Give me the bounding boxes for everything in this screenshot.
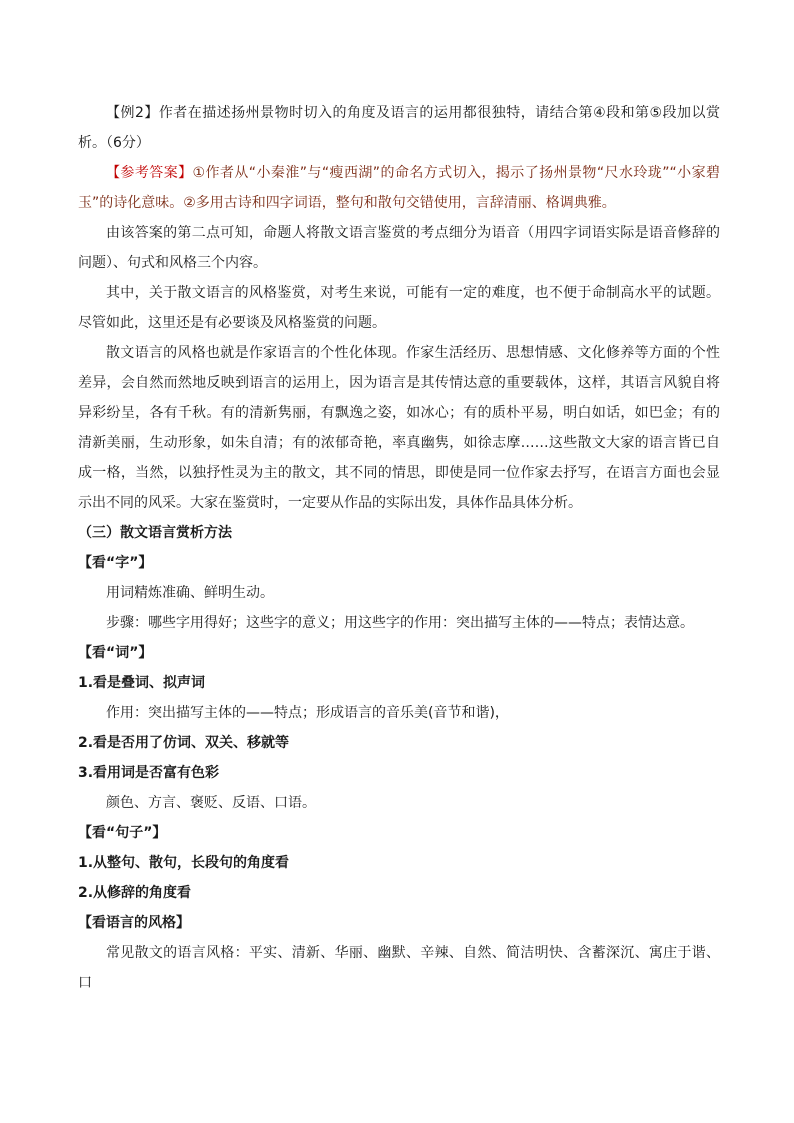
answer-text: ①作者从“小秦淮”与“瘦西湖”的命名方式切入，揭示了扬州景物“尺水玲珑”“小家碧玉”的诗化意味。②多用古诗和四字词语，整句和散句交错使用，言辞清丽、格调典雅。 bbox=[78, 165, 720, 211]
paragraph: 其中，关于散文语言的风格鉴赏，对考生来说，可能有一定的难度，也不便于命制高水平的试题。尽管如此，这里还是有必要谈及风格鉴赏的问题。 bbox=[78, 285, 720, 331]
sentence-item-2: 2.从修辞的角度看 bbox=[78, 885, 192, 901]
word-item-3-text: 颜色、方言、褒贬、反语、口语。 bbox=[106, 795, 316, 811]
word-item-1-text: 作用：突出描写主体的——特点；形成语言的音乐美(音节和谐)， bbox=[106, 705, 509, 721]
example-text: 作者在描述扬州景物时切入的角度及语言的运用都很独特，请结合第④段和第⑤段加以赏析。（6分） bbox=[78, 105, 720, 151]
example-question bbox=[78, 98, 720, 158]
word-item-2: 2.看是否用了仿词、双关、移就等 bbox=[78, 735, 290, 751]
char-line: 步骤：哪些字用得好；这些字的意义；用这些字的作用：突出描写主体的——特点；表情达意。 bbox=[106, 615, 694, 631]
style-text: 常见散文的语言风格：平实、清新、华丽、幽默、辛辣、自然、简洁明快、含蓄深沉、寓庄于谐、口 bbox=[78, 945, 720, 991]
answer-label: 【参考答案】 bbox=[106, 165, 193, 181]
document-content bbox=[78, 98, 720, 998]
word-item-3: 3.看用词是否富有色彩 bbox=[78, 765, 220, 781]
sentence-heading: 【看“句子”】 bbox=[78, 825, 167, 841]
reference-answer bbox=[78, 158, 720, 218]
char-heading: 【看“字”】 bbox=[78, 555, 153, 571]
word-heading: 【看“词”】 bbox=[78, 645, 153, 661]
sentence-item-1: 1.从整句、散句，长段句的角度看 bbox=[78, 855, 290, 871]
paragraph: 散文语言的风格也就是作家语言的个性化体现。作家生活经历、思想情感、文化修养等方面的个性差异，会自然而然地反映到语言的运用上，因为语言是其传情达意的重要载体，这样，其语言风貌自将异彩纷呈，各有千秋。有的清新隽丽，有飘逸之姿，如冰心；有的质朴平易，明白如话，如巴金；有的清新美丽，生动形象，如朱自清；有的浓郁奇艳，率真幽隽，如徐志摩……这些散文大家的语言皆已自成一格，当然，以独抒性灵为主的散文，其不同的情思，即使是同一位作家去抒写，在语言方面也会显示出不同的风采。大家在鉴赏时，一定要从作品的实际出发，具体作品具体分析。 bbox=[78, 345, 720, 511]
example-label: 【例2】 bbox=[106, 105, 159, 121]
style-heading: 【看语言的风格】 bbox=[78, 915, 190, 931]
char-line: 用词精炼准确、鲜明生动。 bbox=[106, 585, 274, 601]
section-title: （三）散文语言赏析方法 bbox=[78, 525, 232, 541]
word-item-1: 1.看是叠词、拟声词 bbox=[78, 675, 206, 691]
paragraph: 由该答案的第二点可知，命题人将散文语言鉴赏的考点细分为语音（用四字词语实际是语音修辞的问题）、句式和风格三个内容。 bbox=[78, 225, 720, 271]
